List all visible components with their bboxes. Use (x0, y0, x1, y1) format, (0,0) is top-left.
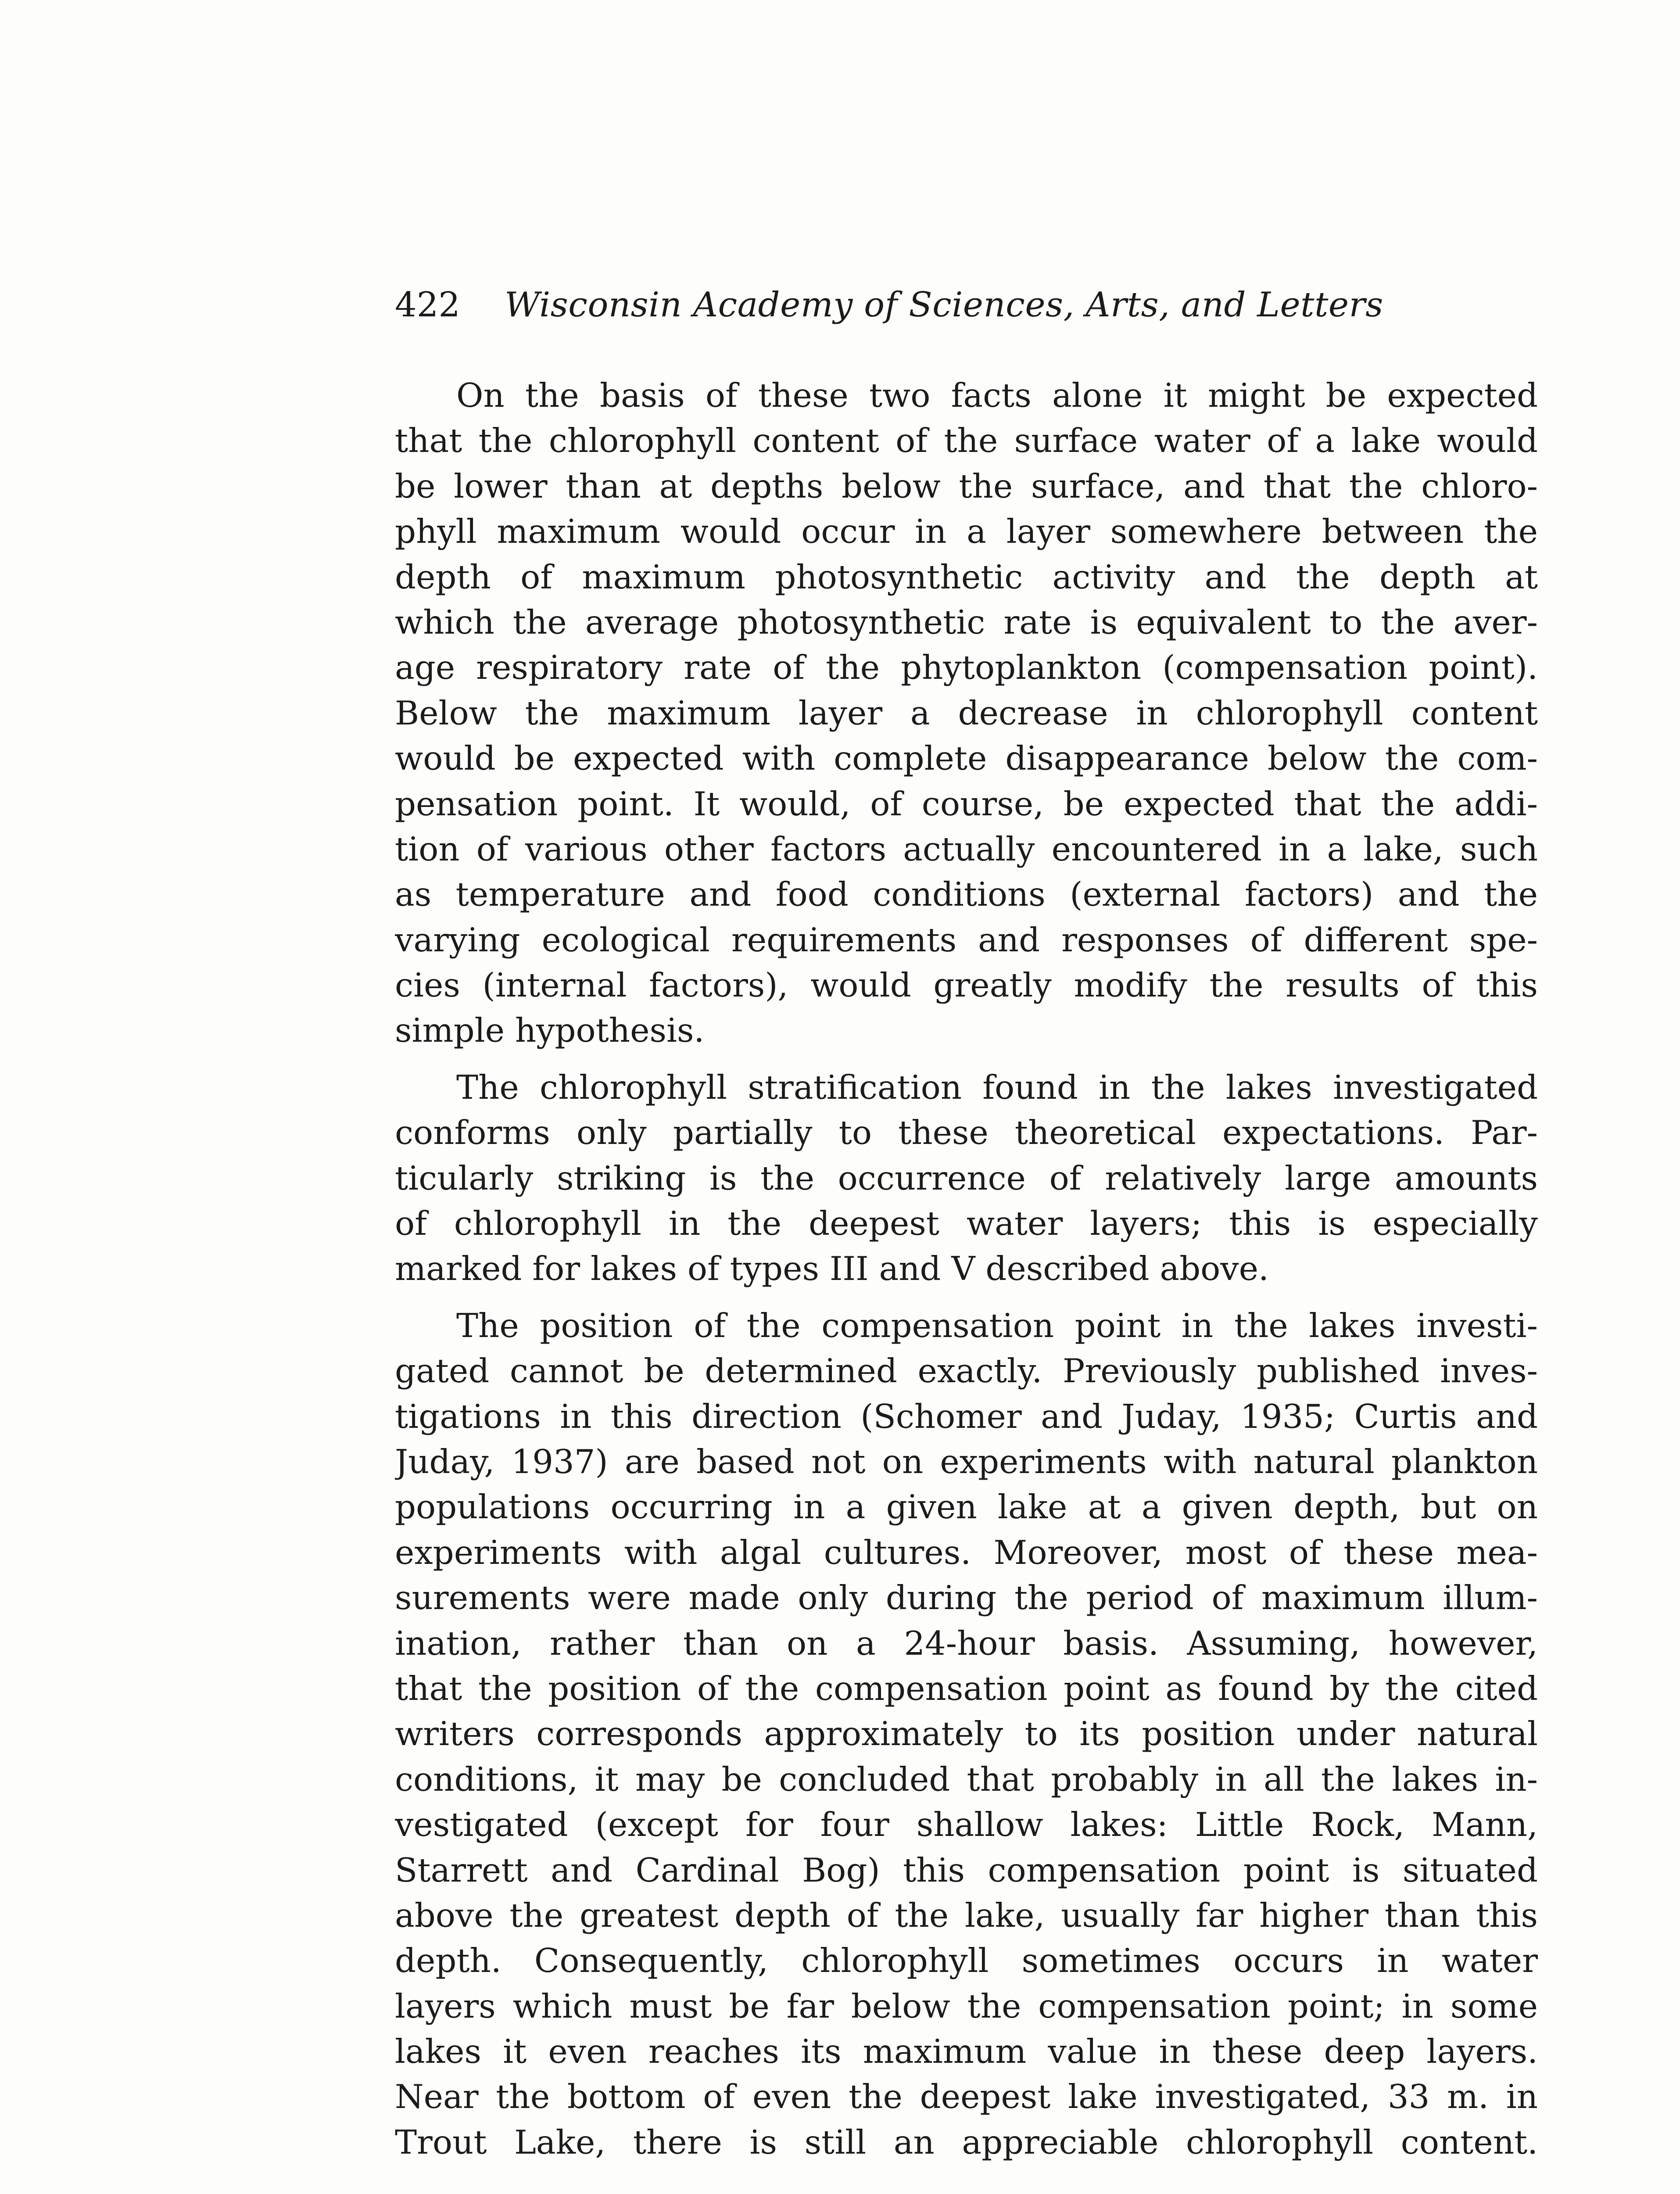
text-line: writers corresponds approximately to its position under natural (395, 1714, 1538, 1753)
text-line: depth of maximum photosynthetic activity and the depth at (395, 557, 1538, 596)
text-line: Below the maximum layer a decrease in chlorophyll content (395, 693, 1538, 732)
text-line: experiments with algal cultures. Moreover, most of these mea- (395, 1533, 1538, 1572)
text-line: Near the bottom of even the deepest lake investigated, 33 m. in (395, 2077, 1538, 2116)
text-line: lakes it even reaches its maximum value in these deep layers. (395, 2032, 1538, 2071)
text-line: layers which must be far below the compensation point; in some (395, 1986, 1538, 2026)
text-line: tion of various other factors actually encountered in a lake, such (395, 829, 1538, 868)
text-line: be lower than at depths below the surface, and that the chloro- (395, 466, 1538, 505)
page-header (395, 281, 1391, 329)
text-line: vestigated (except for four shallow lakes: Little Rock, Mann, (395, 1805, 1538, 1844)
text-line: The position of the compensation point in the lakes investi- (456, 1306, 1538, 1345)
text-line: ticularly striking is the occurrence of relatively large amounts (395, 1158, 1538, 1197)
text-line: Trout Lake, there is still an appreciable chlorophyll content. (395, 2122, 1538, 2162)
text-line: that the chlorophyll content of the surface water of a lake would (395, 421, 1538, 460)
text-line: populations occurring in a given lake at a given depth, but on (395, 1488, 1538, 1527)
text-line: cies (internal factors), would greatly modify the results of this (395, 966, 1538, 1005)
text-line: conforms only partially to these theoretical expectations. Par- (395, 1113, 1538, 1152)
text-line: pensation point. It would, of course, be expected that the addi- (395, 784, 1538, 823)
text-line: varying ecological requirements and responses of different spe- (395, 920, 1538, 959)
text-line: tigations in this direction (Schomer and Juday, 1935; Curtis and (395, 1397, 1538, 1436)
text-line: conditions, it may be concluded that probably in all the lakes in- (395, 1760, 1538, 1799)
running-title: Wisconsin Academy of Sciences, Arts, and Letters (505, 285, 1383, 325)
text-line: which the average photosynthetic rate is equivalent to the aver- (395, 602, 1538, 642)
text-line: as temperature and food conditions (external factors) and the (395, 875, 1538, 914)
paragraph-1 (395, 373, 1538, 1054)
text-line: surements were made only during the period of maximum illum- (395, 1578, 1538, 1617)
text-line: above the greatest depth of the lake, usually far higher than this (395, 1896, 1538, 1935)
text-line: Juday, 1937) are based not on experiments with natural plankton (395, 1442, 1538, 1481)
text-line: age respiratory rate of the phytoplankton (compensation point). (395, 648, 1538, 687)
text-line: ination, rather than on a 24-hour basis. Assuming, however, (395, 1624, 1538, 1663)
paragraph-2 (395, 1065, 1538, 1292)
text-line: that the position of the compensation point as found by the cited (395, 1669, 1538, 1708)
text-line: On the basis of these two facts alone it might be expected (456, 376, 1538, 415)
text-line: of chlorophyll in the deepest water layers; this is especially (395, 1204, 1538, 1243)
text-line: Starrett and Cardinal Bog) this compensation point is situated (395, 1850, 1538, 1889)
text-line: phyll maximum would occur in a layer somewhere between the (395, 512, 1538, 551)
body-text (395, 373, 1538, 2176)
text-line: The chlorophyll stratification found in the lakes investigated (456, 1068, 1538, 1107)
text-line: depth. Consequently, chlorophyll sometimes occurs in water (395, 1941, 1538, 1980)
text-line: marked for lakes of types III and V described above. (395, 1249, 1269, 1288)
text-line: simple hypothesis. (395, 1011, 705, 1050)
paragraph-3 (395, 1303, 1538, 2165)
text-line: would be expected with complete disappearance below the com- (395, 739, 1538, 778)
text-line: gated cannot be determined exactly. Previously published inves- (395, 1352, 1538, 1391)
page-number: 422 (395, 285, 460, 325)
